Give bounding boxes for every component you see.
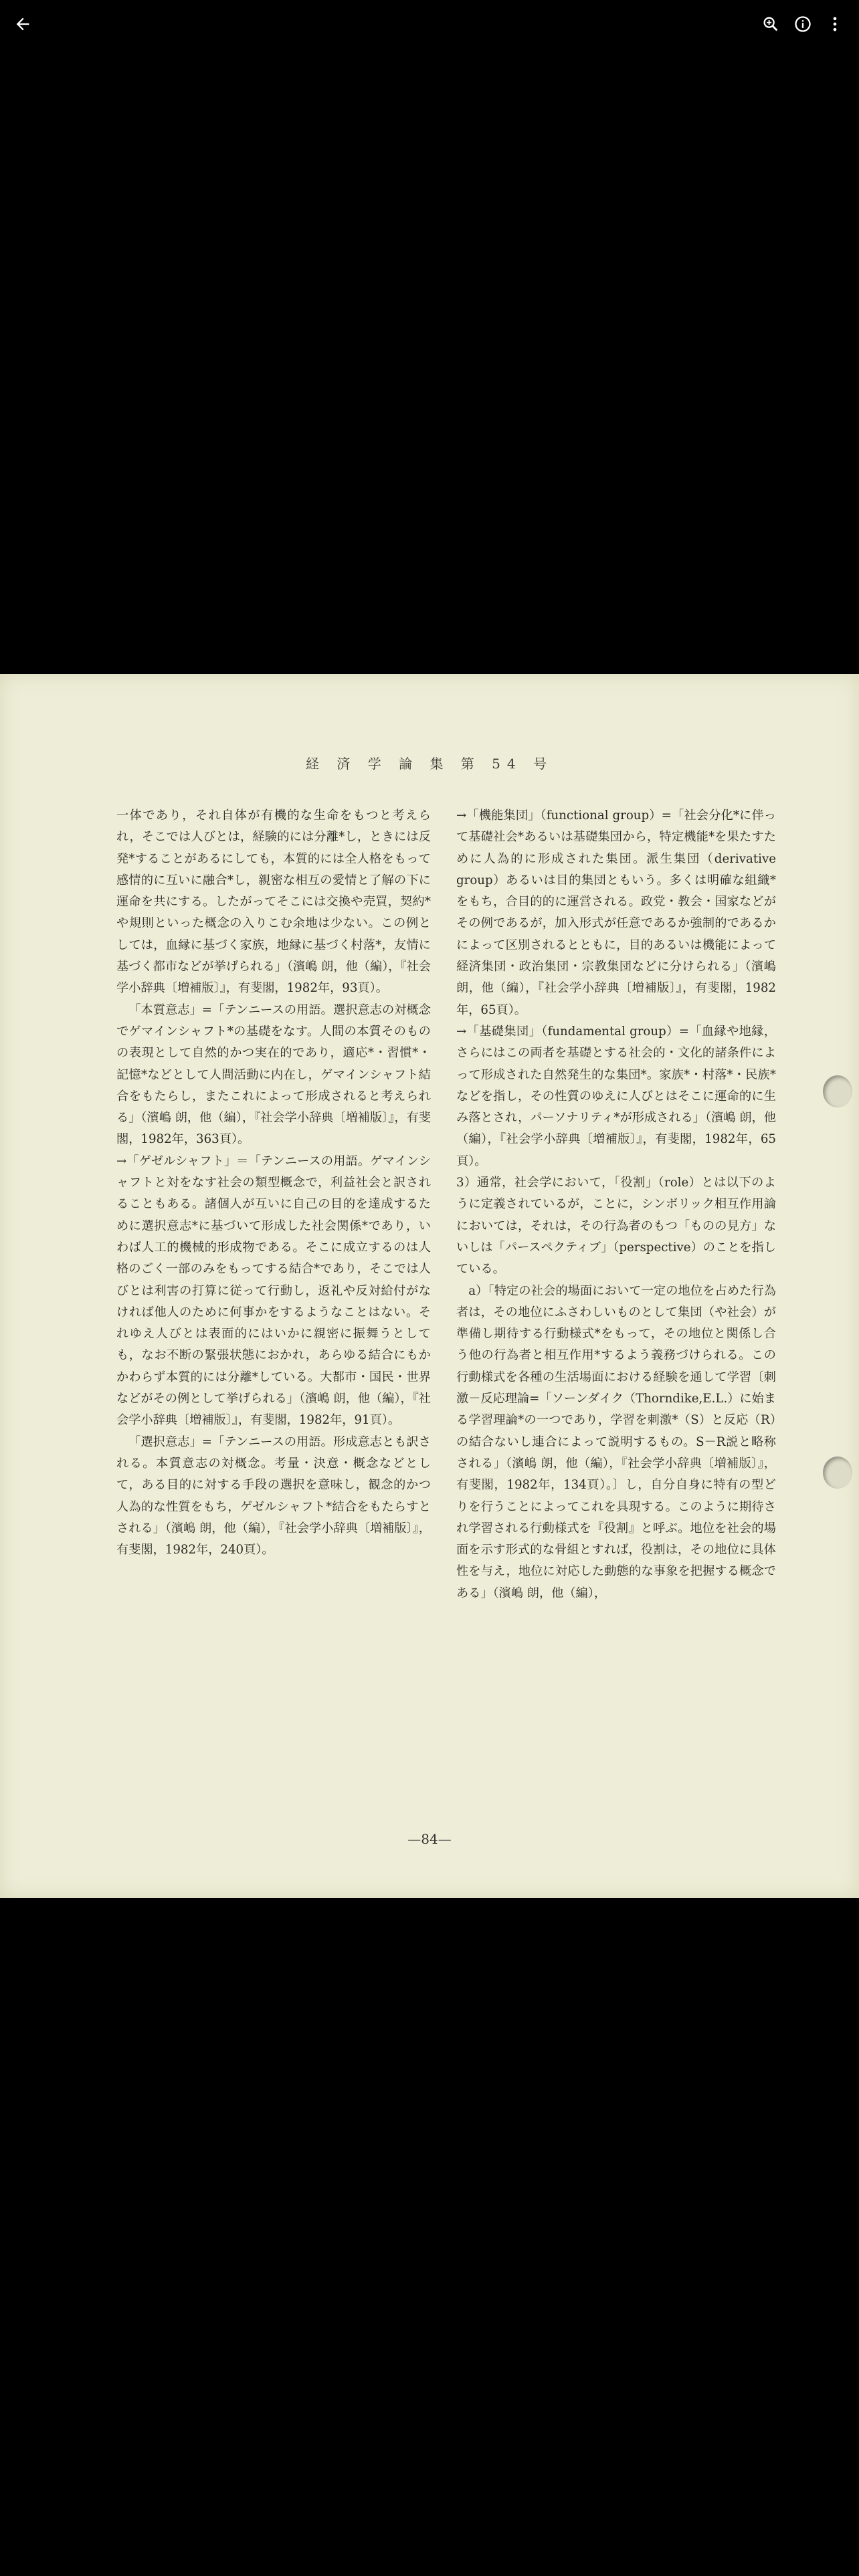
back-button[interactable] bbox=[9, 11, 36, 37]
paragraph: 3）通常，社会学において，「役割」（role）とは以下のように定義されているが，ことに，シンボリック相互作用論においては，それは，その行為者のもつ「ものの見方」ないしは「パースペクティブ」（perspective）のことを指している。 bbox=[456, 1176, 776, 1277]
more-vertical-icon bbox=[826, 15, 844, 33]
right-column bbox=[456, 805, 776, 1604]
paragraph: 「本質意志」=「テンニースの用語。選択意志の対概念でゲマインシャフト*の基礎をなす。人間の本質そのものの表現として自然的かつ実在的であり，適応*・習慣*・記憶*などとして人間活動に内在し，ゲマインシャフト結合をもたらし，またこれによって形成されると考えられる」（濱嶋 朗，他（編），『社会学小辞典〔増補版〕』，有斐閣，1982年，363頁）。 bbox=[116, 1002, 431, 1147]
viewer-toolbar bbox=[0, 0, 859, 48]
more-options-button[interactable] bbox=[822, 11, 848, 37]
paragraph: 「選択意志」=「テンニースの用語。形成意志とも訳される。本質意志の対概念。考量・決意・概念などとして，ある目的に対する手段の選択を意味し，観念的かつ人為的な性質をもち，ゲゼルシャフト*結合をもたらすとされる」（濱嶋 朗，他（編），『社会学小辞典〔増補版〕』，有斐閣，1982年，240頁）。 bbox=[116, 1434, 431, 1558]
zoom-in-icon bbox=[761, 15, 780, 33]
paragraph: →「基礎集団」（fundamental group）=「血縁や地縁，さらにはこの両者を基礎とする社会的・文化的諸条件によって形成された自然発生的な集団*。家族*・村落*・民族*などを指し，その性質のゆえに人びとはそこに運命的に生み落とされ，パーソナリティ*が形成される」（濱嶋 朗，他（編），『社会学小辞典〔増補版〕』，有斐閣，1982年，65頁）。 bbox=[456, 1024, 776, 1168]
info-icon bbox=[793, 15, 812, 33]
paragraph: →「ゲゼルシャフト」＝「テンニースの用語。ゲマインシャフトと対をなす社会の類型概念で，利益社会と訳されることもある。諸個人が互いに自己の目的を達成するために選択意志*に基づいて形成した社会関係*であり，いわば人工的機械的形成物である。そこに成立するのは人格のごく一部のみをもってする結合*であり，そこでは人びとは利害の打算に従って行動し，返礼や反対給付がなければ他人のために何事かをするようなことはない。それゆえ人びとは表面的にはいかに親密に振舞うとしても，なお不断の緊張状態におかれ，あらゆる結合にもかかわらず本質的には分離*している。大都市・国民・世界などがその例として挙げられる」（濱嶋 朗，他（編），『社会学小辞典〔増補版〕』，有斐閣，1982年，91頁）。 bbox=[116, 1154, 431, 1428]
left-column bbox=[116, 805, 431, 1561]
info-button[interactable] bbox=[789, 11, 816, 37]
binder-hole bbox=[823, 1457, 852, 1489]
binder-hole bbox=[823, 1075, 852, 1107]
paragraph: 一体であり，それ自体が有機的な生命をもつと考えられ，そこでは人びとは，経験的には分離*し，ときには反発*することがあるにしても，本質的には全人格をもって感情的に互いに融合*し，親密な相互の愛情と了解の下に運命を共にする。したがってそこには交換や売買，契約*や規則といった概念の入りこむ余地は少ない。この例としては，血縁に基づく家族，地縁に基づく村落*，友情に基づく都市などが挙げられる」（濱嶋 朗，他（編），『社会学小辞典〔増補版〕』，有斐閣，1982年，93頁）。 bbox=[116, 809, 431, 996]
zoom-button[interactable] bbox=[757, 11, 784, 37]
paragraph: a）「特定の社会的場面において一定の地位を占めた行為者は，その地位にふさわしいものとして集団（や社会）が準備し期待する行動様式*をもって，その地位と関係し合う他の行為者と相互作用*するよう義務づけられる。この行動様式を各種の生活場面における経験を通して学習〔刺激－反応理論=「ソーンダイク（Thorndike,E.L.）に始まる学習理論*の一つであり，学習を刺激*（S）と反応（R）の結合ないし連合によって説明するもの。S－R説と略称される」（濱嶋 朗，他（編），『社会学小辞典〔増補版〕』，有斐閣，1982年，134頁）。〕し，自分自身に特有の型どりを行うことによってこれを具現する。このように期待され学習される行動様式を『役割』と呼ぶ。地位を社会的場面を示す形式的な骨組とすれば，役割は，その地位に具体性を与え，地位に対応した動態的な事象を把握する概念である」（濱嶋 朗，他（編）， bbox=[456, 1283, 776, 1600]
page-number: —84— bbox=[407, 1831, 452, 1847]
journal-header: 経 済 学 論 集 第 54 号 bbox=[306, 756, 553, 772]
arrow-left-icon bbox=[13, 15, 32, 33]
paragraph: →「機能集団」（functional group）=「社会分化*に伴って基礎社会*あるいは基礎集団から，特定機能*を果たすために人為的に形成された集団。派生集団（derivative group）あるいは目的集団ともいう。多くは明確な組織*をもち，合目的的に運営される。政党・教会・国家などがその例であるが，加入形式が任意であるか強制的であるかによって区別されるとともに，目的あるいは機能によって経済集団・政治集団・宗教集団などに分けられる」（濱嶋 朗，他（編），『社会学小辞典〔増補版〕』，有斐閣，1982年，65頁）。 bbox=[456, 809, 776, 1017]
document-page[interactable] bbox=[0, 674, 859, 1898]
